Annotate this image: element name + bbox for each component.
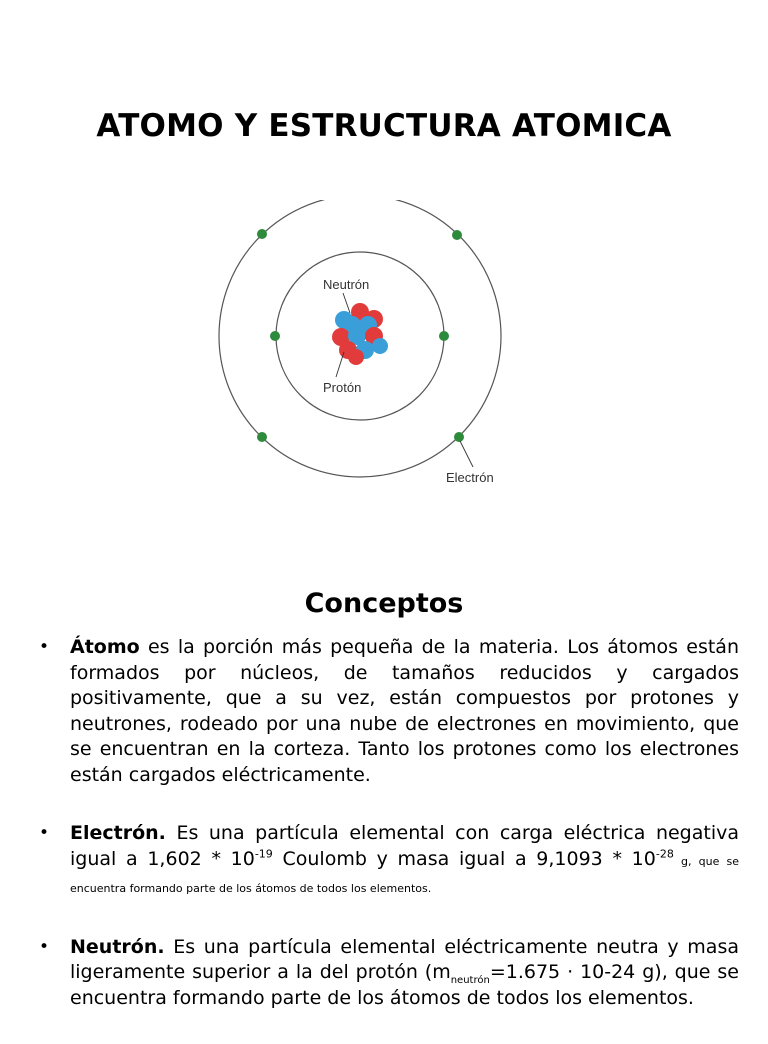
- electron-label: Electrón: [446, 470, 494, 485]
- subscript-neutron: neutrón: [450, 974, 490, 986]
- term-neutron: Neutrón.: [70, 935, 165, 958]
- bullet-icon: •: [39, 823, 50, 843]
- proton-label: Protón: [323, 380, 362, 395]
- definition-atomo: es la porción más pequeña de la materia. Los átomos están formados por núcleos, de tamaños reducidos y cargados positivamente, que a su vez, están compuestos por protones y neutrones, rodeado por una nube de electrones en movimiento, que se encuentran en la corteza. Tanto los protones como los electrones están cargados eléctricamente.: [70, 636, 739, 786]
- definition-electron-3: g, que se encuentra formando parte de los átomos de todos los elementos.: [70, 854, 739, 895]
- term-atomo: Átomo: [70, 636, 140, 658]
- definition-electron-2: Coulomb y masa igual a 9,1093 * 10: [272, 847, 656, 870]
- term-electron: Electrón.: [70, 822, 166, 844]
- electron-dot: [439, 331, 449, 341]
- list-item: [36, 935, 739, 1012]
- electron-dot: [257, 229, 267, 239]
- definition-neutron-2: =1.675 · 10-24 g), que se encuentra formando parte de los átomos de todos los elementos.: [70, 961, 739, 1009]
- atom-diagram: [210, 200, 520, 500]
- electron-dot: [452, 230, 462, 240]
- definition-neutron-1: Es una partícula elemental eléctricamente neutra y masa ligeramente superior a la del protón (m: [70, 935, 739, 983]
- exponent-charge: -19: [254, 847, 273, 861]
- bullet-icon: •: [39, 637, 50, 657]
- bullet-icon: •: [39, 936, 50, 957]
- electron-dot: [257, 432, 267, 442]
- section-title: Conceptos: [304, 588, 464, 619]
- electron-dot: [454, 432, 464, 442]
- exponent-mass: -28: [655, 847, 674, 861]
- list-item: [36, 635, 739, 788]
- atom-diagram-svg: [210, 200, 520, 500]
- electron-dot: [270, 331, 280, 341]
- page-title: ATOMO Y ESTRUCTURA ATOMICA: [96, 108, 672, 144]
- definition-electron-1: Es una partícula elemental con carga eléctrica negativa igual a 1,602 * 10: [70, 822, 739, 870]
- list-item: [36, 821, 739, 902]
- concepts-list: [36, 635, 739, 1044]
- neutron-label: Neutrón: [323, 277, 370, 292]
- nucleus: [332, 303, 388, 365]
